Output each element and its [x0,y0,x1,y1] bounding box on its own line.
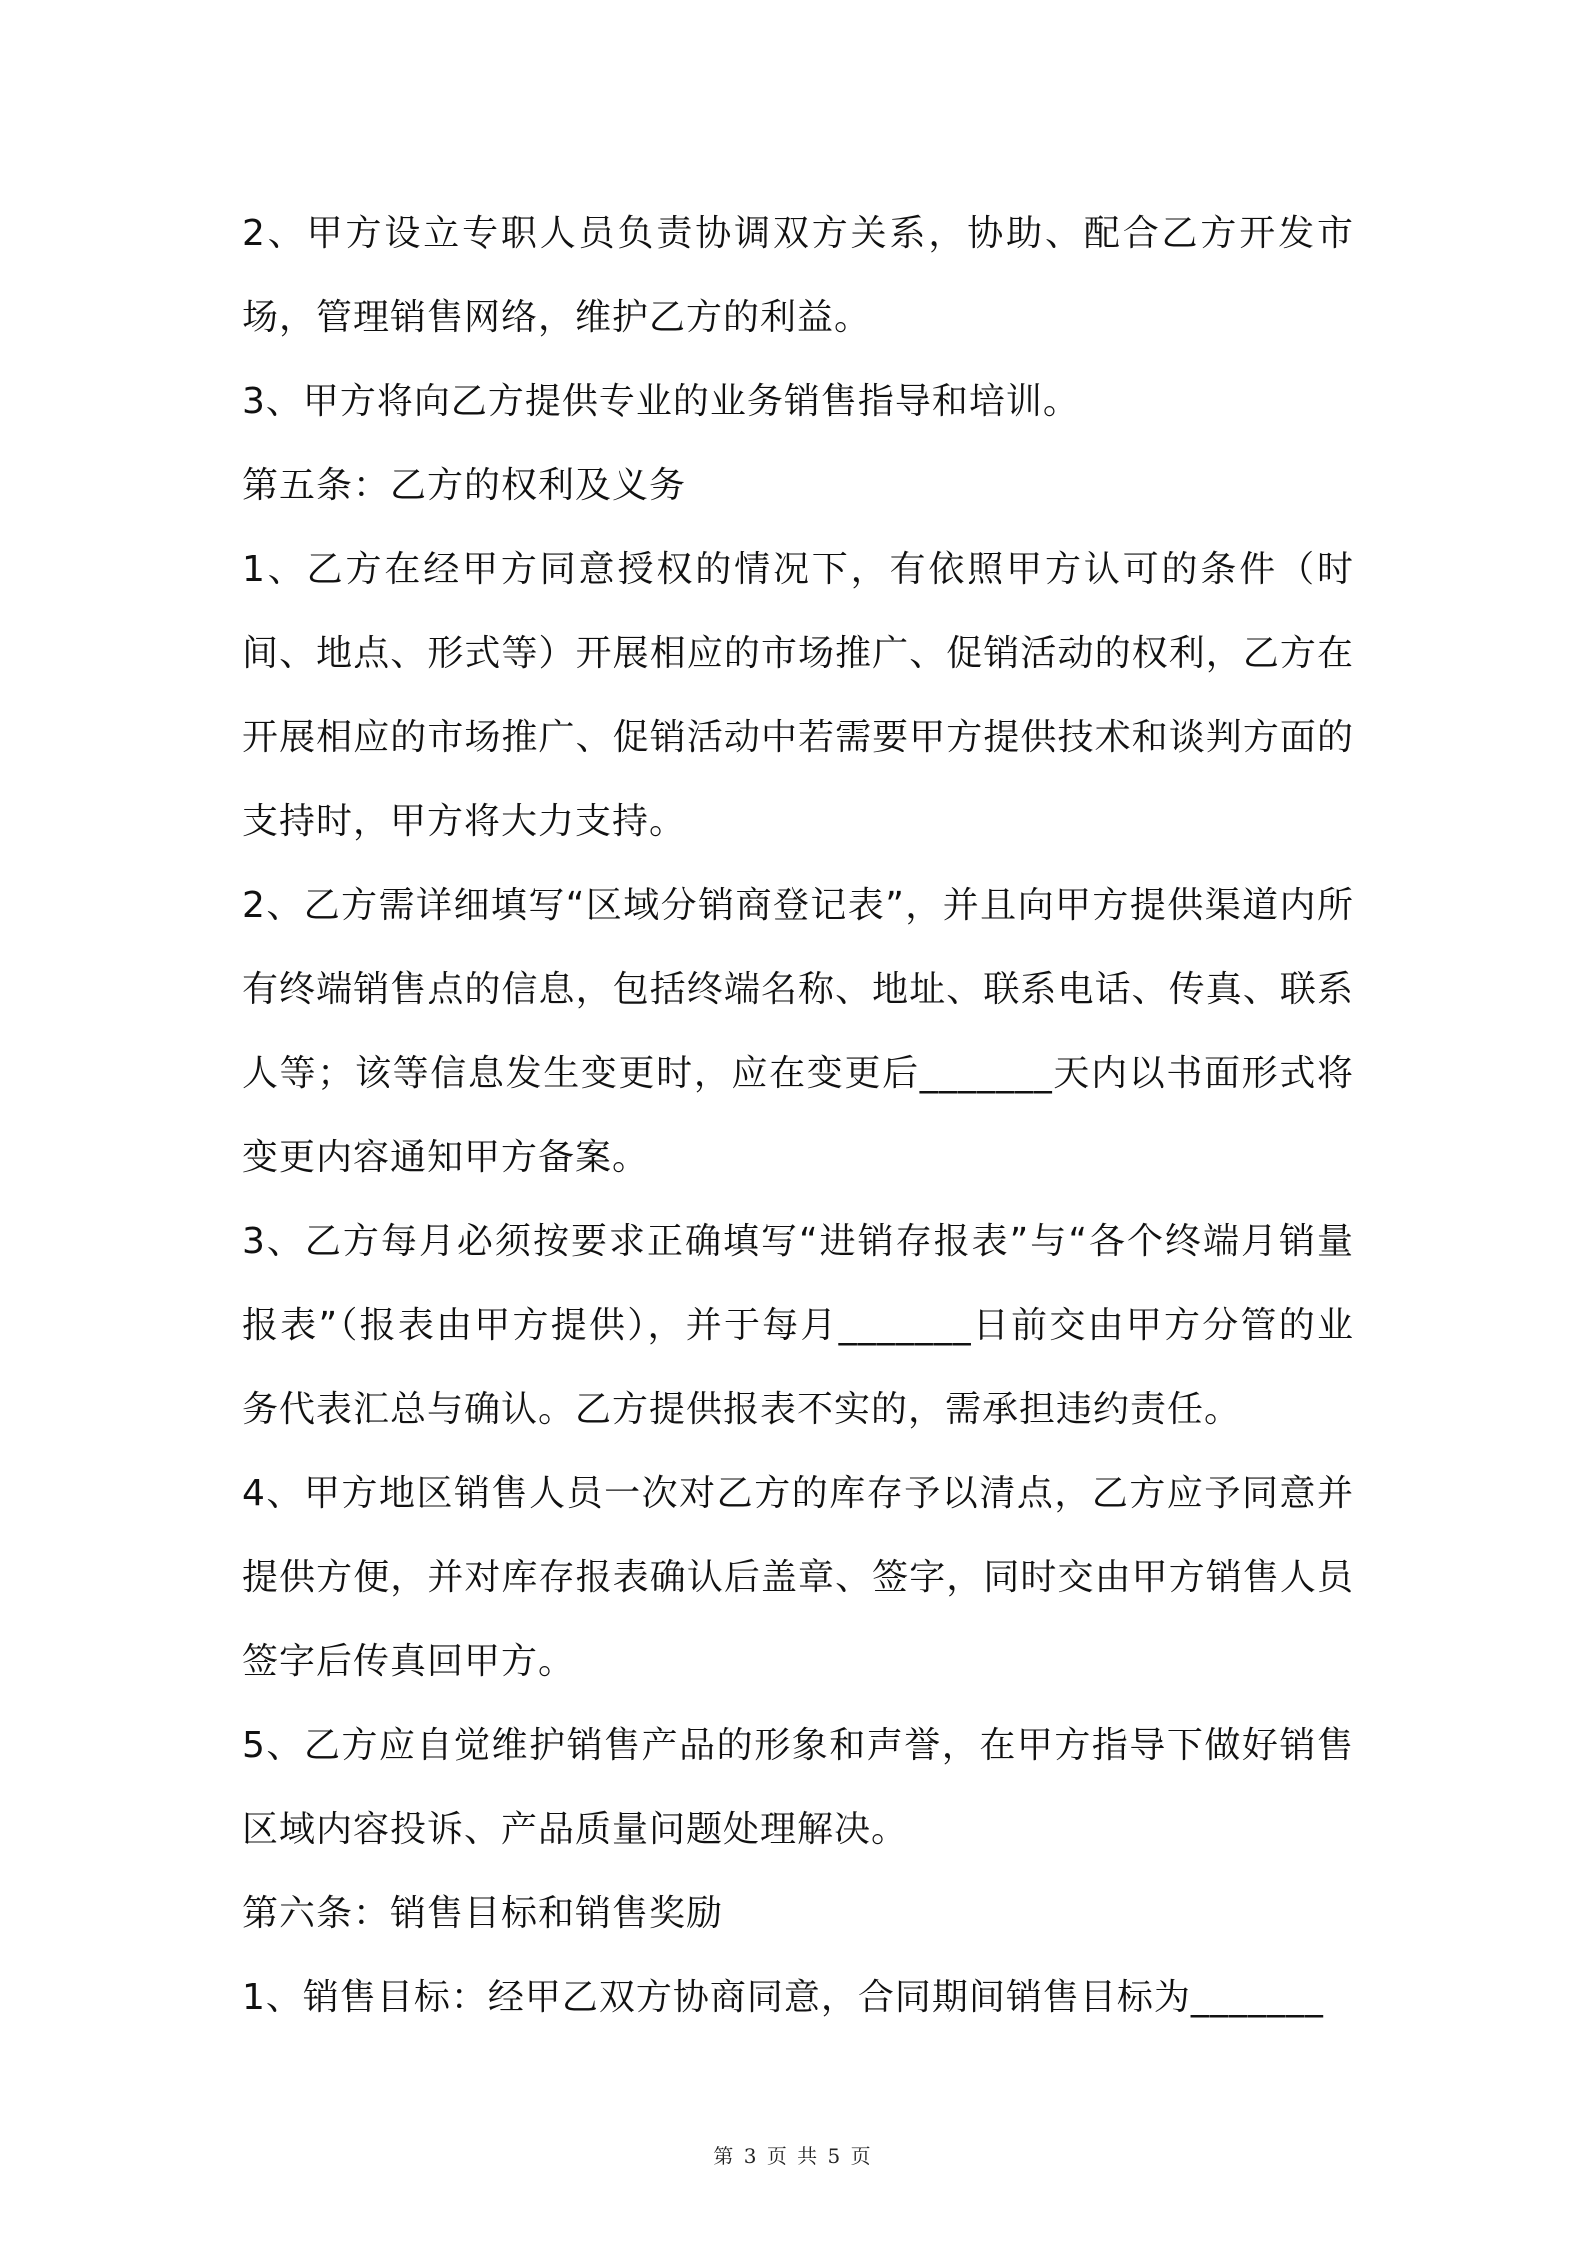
clause-paragraph: 3、乙方每月必须按要求正确填写“进销存报表”与“各个终端月销量报表”（报表由甲方提供），并于每月_______日前交由甲方分管的业务代表汇总与确认。乙方提供报表不实的，需承担违约责任。 [242,1221,1354,1430]
section-heading: 第五条：乙方的权利及义务 [242,465,687,506]
clause-paragraph: 4、甲方地区销售人员一次对乙方的库存予以清点，乙方应予同意并提供方便，并对库存报表确认后盖章、签字，同时交由甲方销售人员签字后传真回甲方。 [242,1473,1354,1682]
clause-paragraph: 2、乙方需详细填写“区域分销商登记表”，并且向甲方提供渠道内所有终端销售点的信息，包括终端名称、地址、联系电话、传真、联系人等；该等信息发生变更时，应在变更后_______天内以书面形式将变更内容通知甲方备案。 [242,885,1354,1178]
section-heading: 第六条：销售目标和销售奖励 [242,1893,724,1934]
clause-paragraph: 1、乙方在经甲方同意授权的情况下，有依照甲方认可的条件（时间、地点、形式等）开展相应的市场推广、促销活动的权利，乙方在开展相应的市场推广、促销活动中若需要甲方提供技术和谈判方面的支持时，甲方将大力支持。 [242,549,1354,842]
page-number-footer: 第 3 页 共 5 页 [713,2144,873,2168]
clause-paragraph: 3、甲方将向乙方提供专业的业务销售指导和培训。 [242,381,1080,422]
document-body [242,192,1354,2040]
clause-paragraph: 2、甲方设立专职人员负责协调双方关系，协助、配合乙方开发市场，管理销售网络，维护乙方的利益。 [242,213,1354,338]
clause-paragraph: 5、乙方应自觉维护销售产品的形象和声誉，在甲方指导下做好销售区域内容投诉、产品质量问题处理解决。 [242,1725,1354,1850]
clause-paragraph: 1、销售目标：经甲乙双方协商同意，合同期间销售目标为_______ [242,1977,1324,2018]
